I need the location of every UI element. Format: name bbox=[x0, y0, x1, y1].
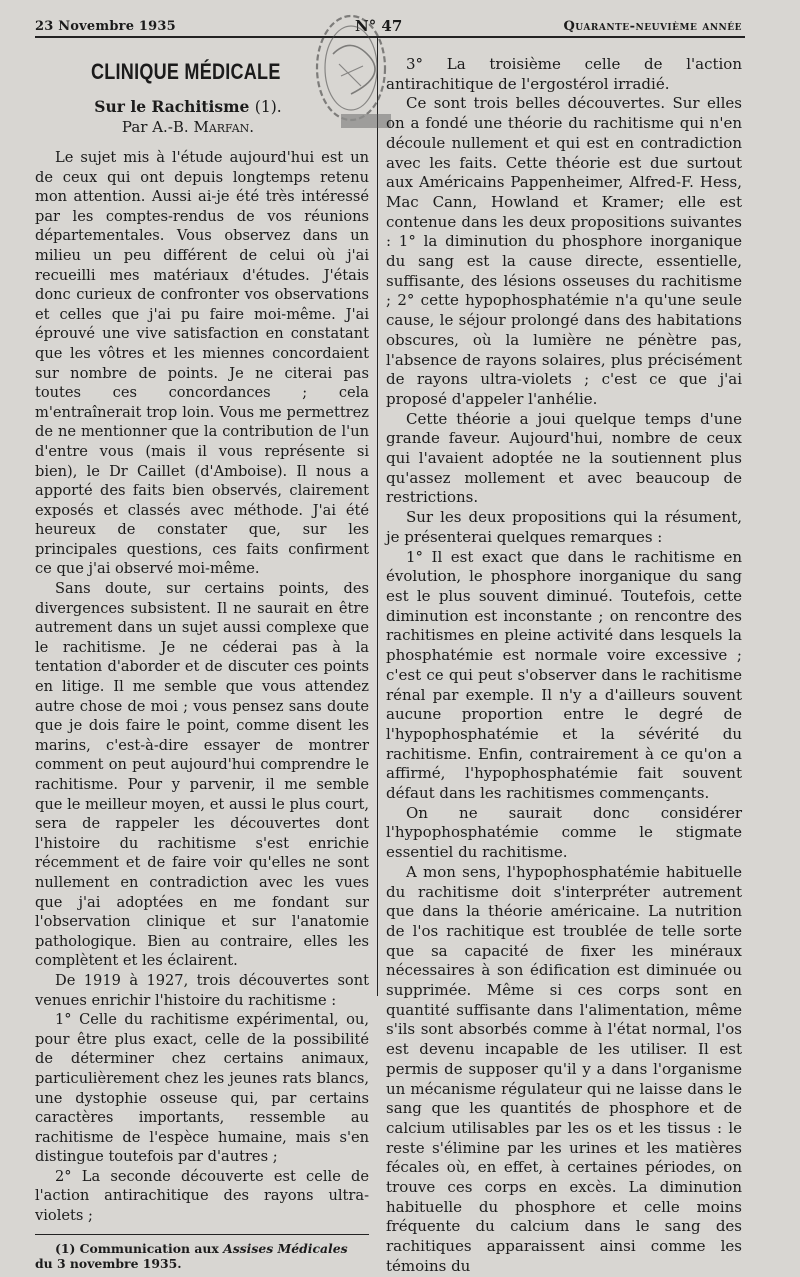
section-title: CLINIQUE MÉDICALE bbox=[91, 59, 281, 84]
column-divider bbox=[377, 38, 378, 996]
footnote bbox=[35, 1241, 369, 1271]
byline-prefix: Par A.-B. bbox=[121, 118, 189, 136]
footnote-suffix: du 3 novembre 1935. bbox=[35, 1255, 182, 1271]
paragraph: 3° La troisième celle de l'action antirachitique de l'ergostérol irradié. bbox=[386, 55, 742, 93]
article-title bbox=[35, 97, 369, 116]
paragraph: Cette théorie a joui quelque temps d'une grande faveur. Aujourd'hui, nombre de ceux qui l'avaient adoptée ne la soutiennent plus qu'assez mollement et avec beaucoup de restrictions. bbox=[386, 409, 742, 507]
footnote-italic: Assises Médicales bbox=[223, 1240, 348, 1256]
paragraph: Le sujet mis à l'étude aujourd'hui est un de ceux qui ont depuis longtemps retenu mon attention. Aussi ai-je été très intéressé par les comptes-rendus de vos réunions départementales. Vous observez dans un milieu un peu différent de celui où j'ai recueilli mes matériaux d'études. J'étais donc curieux de confronter vos observations et celles que j'ai pu faire moi-même. J'ai éprouvé une vive satisfaction en constatant que les vôtres et les miennes concordaient sur nombre de points. Je ne citerai pas toutes ces concordances ; cela m'entraînerait trop loin. Vous me permettrez de ne mentionner que la contribution de l'un d'entre vous (mais il vous représente si bien), le Dr Caillet (d'Amboise). Il nous a apporté des faits bien observés, clairement exposés et classés avec méthode. J'ai été heureux de constater que, sur les principales questions, ces faits confirment ce que j'ai observé moi-même. bbox=[35, 149, 369, 578]
paragraph: A mon sens, l'hypophosphatémie habituelle du rachitisme doit s'interpréter autrement que dans la théorie américaine. La nutrition de l'os rachitique est troublée de telle sorte que sa capacité de fixer les minéraux nécessaires à son édification est diminuée ou supprimée. Même si ces corps sont en quantité suffisante dans l'alimentation, même s'ils sont absorbés comme à l'état normal, l'os est devenu incapable de les utiliser. Il est permis de supposer qu'il y a dans l'organisme un mécanisme régulateur qui ne laisse dans le sang que les quantités de phosphore et de calcium utilisables par les os et les tissus : le reste s'élimine par les urines et les matières fécales où, en effet, à certaines périodes, on trouve ces corps en excès. La diminution habituelle du phosphore et celle moins fréquente du calcium dans le sang des rachitiques apparaissent ainsi comme les témoins du bbox=[386, 862, 742, 1275]
header-date: 23 Novembre 1935 bbox=[35, 19, 176, 34]
byline bbox=[35, 118, 369, 136]
article-note-ref: (1). bbox=[254, 98, 282, 116]
paragraph: 1° Il est exact que dans le rachitisme en évolution, le phosphore inorganique du sang est le plus souvent diminué. Toutefois, cette diminution est inconstante ; on rencontre des rachitismes en pleine activité dans lesquels la phosphatémie est normale voire excessive ; c'est ce qui peut s'observer dans le rachitisme rénal par exemple. Il n'y a d'ailleurs souvent aucune proportion entre le degré de l'hypophosphatémie et la sévérité du rachitisme. Enfin, contrairement à ce qu'on a affirmé, l'hypophosphatémie fait souvent défaut dans les rachitismes commençants. bbox=[386, 547, 742, 803]
paragraph: Sans doute, sur certains points, des divergences subsistent. Il ne saurait en être autrement dans un sujet aussi complexe que le rachitisme. Je ne céderai pas à la tentation d'aborder et de discuter ces points en litige. Il me semble que vous attendez autre chose de moi ; vous pensez sans doute que je dois faire le point, comme disent les marins, c'est-à-dire essayer de montrer comment on peut aujourd'hui comprendre le rachitisme. Pour y parvenir, il me semble que le meilleur moyen, et aussi le plus court, sera de rappeler les découvertes dont l'histoire du rachitisme s'est enrichie récemment et de faire voir qu'elles ne sont nullement en contradiction avec les vues que j'ai adoptées en me fondant sur l'observation clinique et sur l'anatomie pathologique. Bien au contraire, elles les complètent et les éclairent. bbox=[35, 580, 369, 970]
header-year: Quarante-neuvième année bbox=[563, 19, 742, 34]
paragraph: De 1919 à 1927, trois découvertes sont venues enrichir l'histoire du rachitisme : bbox=[35, 971, 369, 1009]
footnote-prefix: (1) Communication aux bbox=[55, 1240, 219, 1256]
article-title-text: Sur le Rachitisme bbox=[94, 97, 250, 116]
right-column bbox=[386, 55, 742, 1277]
left-column bbox=[35, 55, 369, 1271]
issue-number: N° 47 bbox=[355, 17, 403, 35]
paragraph: Ce sont trois belles découvertes. Sur elles on a fondé une théorie du rachitisme qui n'en découle nullement et qui est en contradiction avec les faits. Cette théorie est due surtout aux Américains Pappenheimer, Alfred-F. Hess, Mac Cann, Howland et Kramer; elle est contenue dans les deux propositions suivantes : 1° la diminution du phosphore inorganique du sang est la cause directe, essentielle, suffisante, des lésions osseuses du rachitisme ; 2° cette hypophosphatémie n'a qu'une seule cause, le séjour prolongé dans des habitations obscures, où la lumière ne pénètre pas, l'absence de rayons solaires, plus précisément de rayons ultra-violets ; c'est ce que j'ai proposé d'appeler l'anhélie. bbox=[386, 94, 742, 408]
paragraph: 2° La seconde découverte est celle de l'action antirachitique des rayons ultra-violets ; bbox=[35, 1167, 369, 1225]
paragraph: 1° Celle du rachitisme expérimental, ou, pour être plus exact, celle de la possibilité de déterminer chez certains animaux, particulièrement chez les jeunes rats blancs, une dystophie osseuse qui, par certains caractères importants, ressemble au rachitisme de l'espèce humaine, mais s'en distingue toutefois par d'autres ; bbox=[35, 1011, 369, 1166]
paragraph: Sur les deux propositions qui la résument, je présenterai quelques remarques : bbox=[386, 508, 742, 546]
author-name: Marfan. bbox=[193, 118, 255, 136]
footnote-rule bbox=[35, 1234, 369, 1235]
paragraph: On ne saurait donc considérer l'hypophosphatémie comme le stigmate essentiel du rachitisme. bbox=[386, 803, 742, 862]
